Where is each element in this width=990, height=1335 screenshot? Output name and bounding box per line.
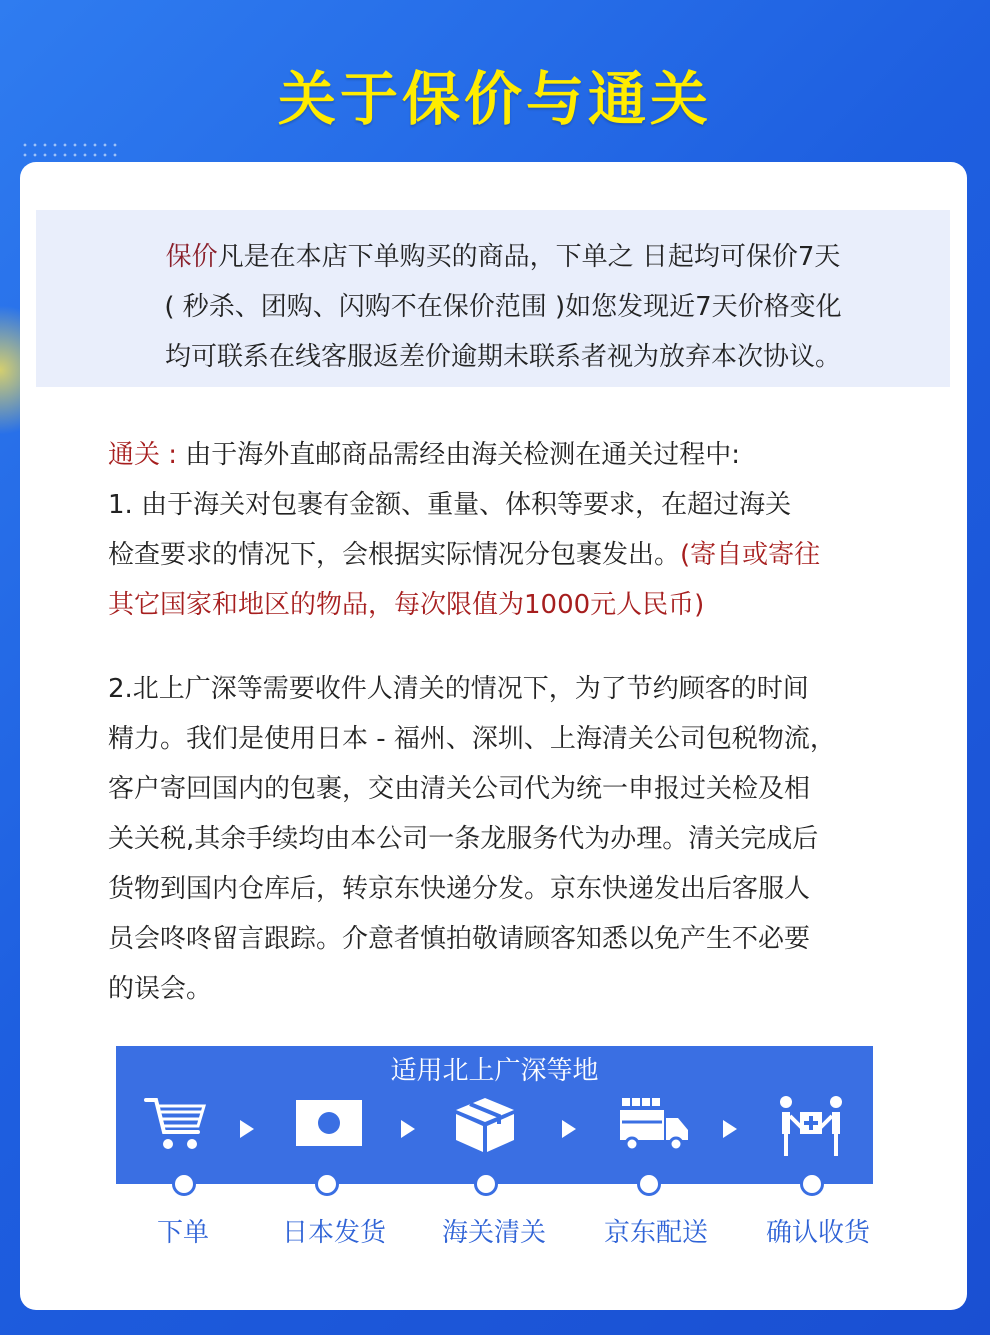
customs-item2-line: 关关税,其余手续均由本公司一条龙服务代为办理。清关完成后 xyxy=(108,824,819,854)
price-line-1 xyxy=(108,232,898,282)
handover-icon xyxy=(776,1094,846,1160)
flow-arrow-icon xyxy=(401,1120,415,1138)
timeline-node xyxy=(474,1172,498,1196)
customs-item1-line1: 1. 由于海关对包裹有金额、重量、体积等要求，在超过海关 xyxy=(108,490,792,520)
timeline-node xyxy=(637,1172,661,1196)
price-line-2: ( 秒杀、团购、闪购不在保价范围 )如您发现近7天价格变化 xyxy=(164,292,842,322)
delivery-truck-icon xyxy=(616,1094,690,1156)
flow-arrow-icon xyxy=(562,1120,576,1138)
price-line-3: 均可联系在线客服返差价逾期未联系者视为放弃本次协议。 xyxy=(164,342,841,372)
customs-item2-line: 2.北上广深等需要收件人清关的情况下，为了节约顾客的时间 xyxy=(108,674,809,704)
customs-intro xyxy=(108,430,918,480)
japan-flag-icon xyxy=(296,1100,362,1146)
customs-item1-line2 xyxy=(108,530,918,580)
customs-item2-line: 客户寄回国内的包裹，交由清关公司代为统一申报过关检及相 xyxy=(108,774,811,804)
step-label-customs-clearance: 海关清关 xyxy=(441,1218,546,1248)
timeline-node xyxy=(315,1172,339,1196)
step-label-japan-shipping: 日本发货 xyxy=(281,1218,386,1248)
step-label-jd-delivery: 京东配送 xyxy=(603,1218,708,1248)
content-card xyxy=(20,162,967,1310)
step-label-confirm-receipt: 确认收货 xyxy=(765,1218,870,1248)
customs-item2-line: 货物到国内仓库后，转京东快递分发。京东快递发出后客服人 xyxy=(108,874,811,904)
shopping-cart-icon xyxy=(144,1094,210,1156)
page-title: 关于保价与通关 xyxy=(277,65,712,133)
customs-item2-line: 精力。我们是使用日本 - 福州、深圳、上海清关公司包税物流， xyxy=(108,724,836,754)
customs-item1-line2-text: 检查要求的情况下，会根据实际情况分包裹发出。 xyxy=(108,540,681,570)
customs-section xyxy=(108,430,918,1014)
process-flow-banner xyxy=(116,1046,873,1184)
customs-item1-line3: 其它国家和地区的物品，每次限值为1000元人民币) xyxy=(108,590,705,620)
timeline-node xyxy=(800,1172,824,1196)
flow-header: 适用北上广深等地 xyxy=(390,1056,599,1086)
customs-label: 通关 : xyxy=(108,440,178,470)
background-dots xyxy=(20,140,120,160)
price-protection-text xyxy=(108,232,898,382)
customs-item2-line: 员会咚咚留言跟踪。介意者慎拍敬请顾客知悉以免产生不必要 xyxy=(108,924,811,954)
step-label-order: 下单 xyxy=(156,1218,209,1248)
timeline-node xyxy=(172,1172,196,1196)
price-label: 保价 xyxy=(165,242,218,272)
customs-intro-text: 由于海外直邮商品需经由海关检测在通关过程中: xyxy=(177,440,741,470)
flow-arrow-icon xyxy=(240,1120,254,1138)
price-line-1-text: 凡是在本店下单购买的商品，下单之 日起均可保价7天 xyxy=(217,242,841,272)
package-box-icon xyxy=(450,1094,520,1156)
price-protection-box xyxy=(36,210,950,387)
flow-arrow-icon xyxy=(723,1120,737,1138)
customs-item2 xyxy=(108,664,918,1014)
customs-limit-note: (寄自或寄往 xyxy=(680,540,821,570)
customs-item2-line: 的误会。 xyxy=(108,974,213,1004)
